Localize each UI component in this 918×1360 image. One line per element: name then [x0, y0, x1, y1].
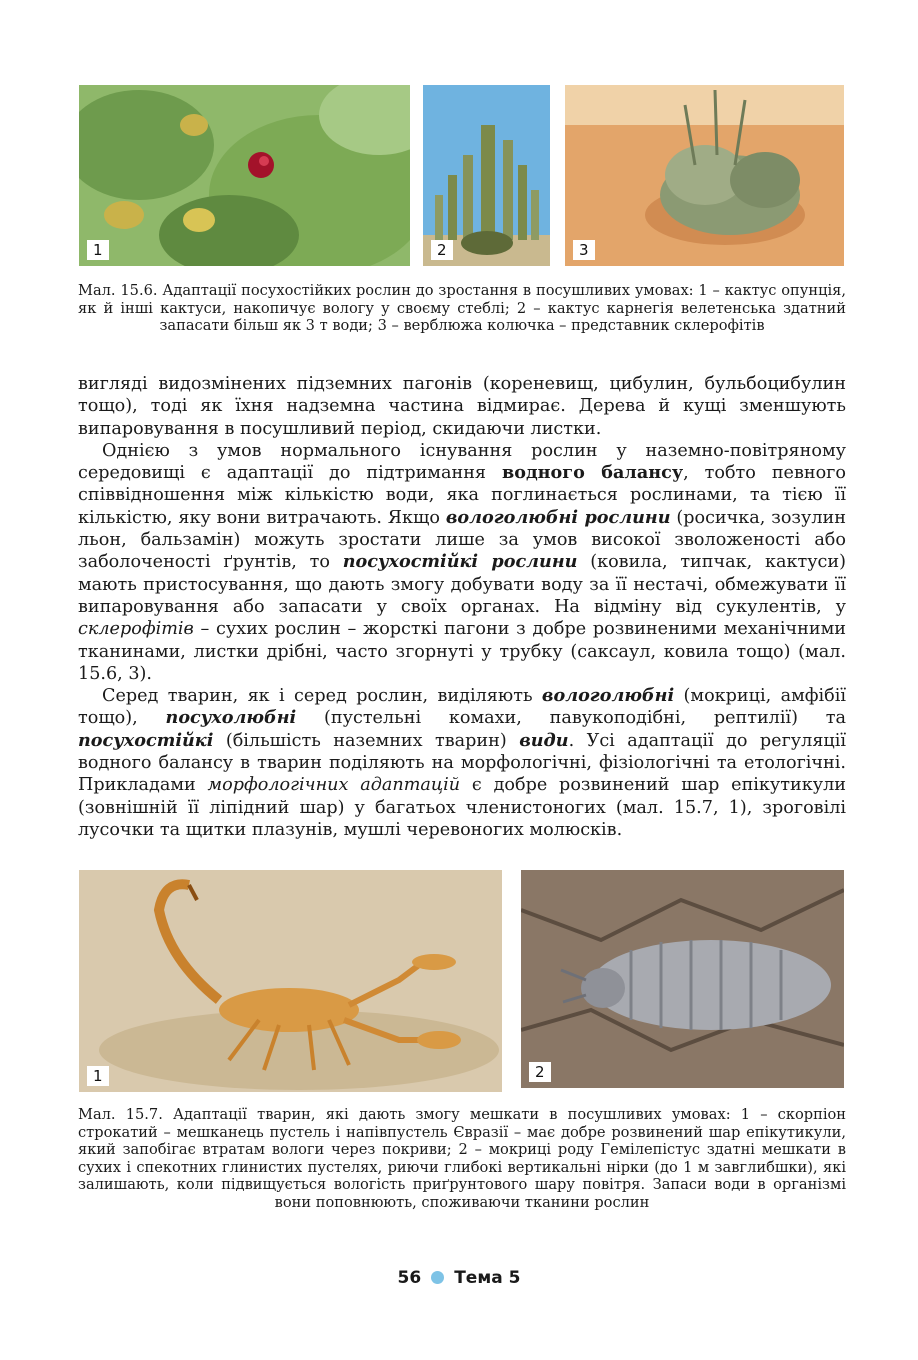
figure-15-6-caption: Мал. 15.6. Адаптації посухостійких рослин до зростання в посушливих умовах: 1 – кактус опунція, як й інші кактуси, накопичує вологу у своєму стеблі; 2 – кактус карнегія велетенська здатний запасати більш як 3 т води; 3 – верблюжа колючка – представник склерофітів: [78, 282, 846, 334]
photo-number-label: 1: [87, 240, 109, 260]
section-label: Тема 5: [454, 1268, 521, 1288]
bold-term: водного балансу: [501, 462, 684, 484]
bold-italic-term: види: [519, 729, 569, 751]
figure-15-7-caption: Мал. 15.7. Адаптації тварин, які дають змогу мешкати в посушливих умовах: 1 – скорпіон строкатий – мешканець пустель і напівпустель Євразії – має добре розвинений шар епікутикули, який запобігає втратам вологи через покриви; 2 – мокриці роду Гемілепістус здатні мешкати в сухих і спекотних глинистих пустелях, риючи глибокі вертикальні нірки (до 1 м завглибшки), які залишають, коли підвищується вологість приґрунтового шару повітря. Запаси води в організмі вони поповнюють, споживаючи тканини рослин: [78, 1106, 846, 1211]
camelthorn-shrub-photo: [565, 85, 844, 266]
paragraph: [78, 373, 846, 440]
text-run: вигляді видозмінених підземних пагонів (кореневищ, цибулин, бульбоцибулин тощо), тоді як їхня надземна частина відмирає. Дерева й кущі зменшують випаровування в посушливий період, скидаючи листки.: [78, 374, 846, 439]
text-run: . Усі адаптації до регуляції водного балансу в тварин поділяють на морфологічні, фізіологічні та етологічні. Прикладами: [78, 730, 846, 796]
main-text: [78, 373, 846, 841]
italic-term: морфологічних адаптацій: [207, 775, 461, 796]
text-run: , тобто певного співвідношення між кількістю води, яка поглинається рослинами, та тією її кількістю, яку вони витрачають. Якщо: [78, 463, 846, 528]
italic-term: склерофітів: [78, 619, 194, 640]
saguaro-cactus-photo: [423, 85, 550, 266]
text-run: (пустельні комахи, павукоподібні, рептилії) та: [296, 708, 846, 729]
photo-number-label: 1: [87, 1066, 109, 1086]
photo-number-label: 3: [573, 240, 595, 260]
page-footer: [0, 1268, 918, 1288]
bullet-dot-icon: [431, 1271, 444, 1284]
text-run: (мокриці, амфібії тощо),: [78, 686, 846, 729]
prickly-pear-cactus-photo: [79, 85, 410, 266]
text-run: (росичка, зозулин льон, бальзамін) можуть зростати лише за умов високої зволоженості або заболоченості ґрунтів, то: [78, 507, 846, 573]
bold-italic-term: посухолюбні: [165, 707, 297, 729]
photo-number-label: 2: [529, 1062, 551, 1082]
bold-italic-term: посухостійкі рослини: [342, 551, 578, 573]
bold-italic-term: вологолюбні рослини: [445, 506, 671, 528]
page-number: 56: [397, 1268, 422, 1288]
bold-italic-term: вологолюбні: [541, 685, 675, 707]
text-run: є добре розвинений шар епікутикули (зовнішній її ліпідний шар) у багатьох членистоногих (мал. 15.7, 1), зроговілі лусочки та щитки плазунів, мушлі черевоногих молюсків.: [78, 775, 846, 840]
text-run: Серед тварин, як і серед рослин, виділяють: [102, 686, 542, 707]
text-run: (більшість наземних тварин): [213, 730, 520, 751]
text-run: (ковила, типчак, кактуси) мають пристосування, що дають змогу добувати воду за її нестачі, обмежувати її випаровування або запасати у своїх органах. На відміну від сукулентів, у: [78, 552, 846, 617]
bold-italic-term: посухостійкі: [78, 729, 214, 751]
photo-number-label: 2: [431, 240, 453, 260]
woodlouse-photo: [521, 870, 844, 1088]
paragraph: [78, 440, 846, 685]
text-run: – сухих рослин – жорсткі пагони з добре розвиненими механічними тканинами, листки дрібні, часто згорнуті у трубку (саксаул, ковила тощо) (мал. 15.6, 3).: [78, 619, 846, 684]
text-run: Однією з умов нормального існування рослин у наземно-повітряному середовищі є адаптації до підтримання: [78, 440, 846, 484]
paragraph: [78, 685, 846, 841]
scorpion-photo: [79, 870, 502, 1092]
